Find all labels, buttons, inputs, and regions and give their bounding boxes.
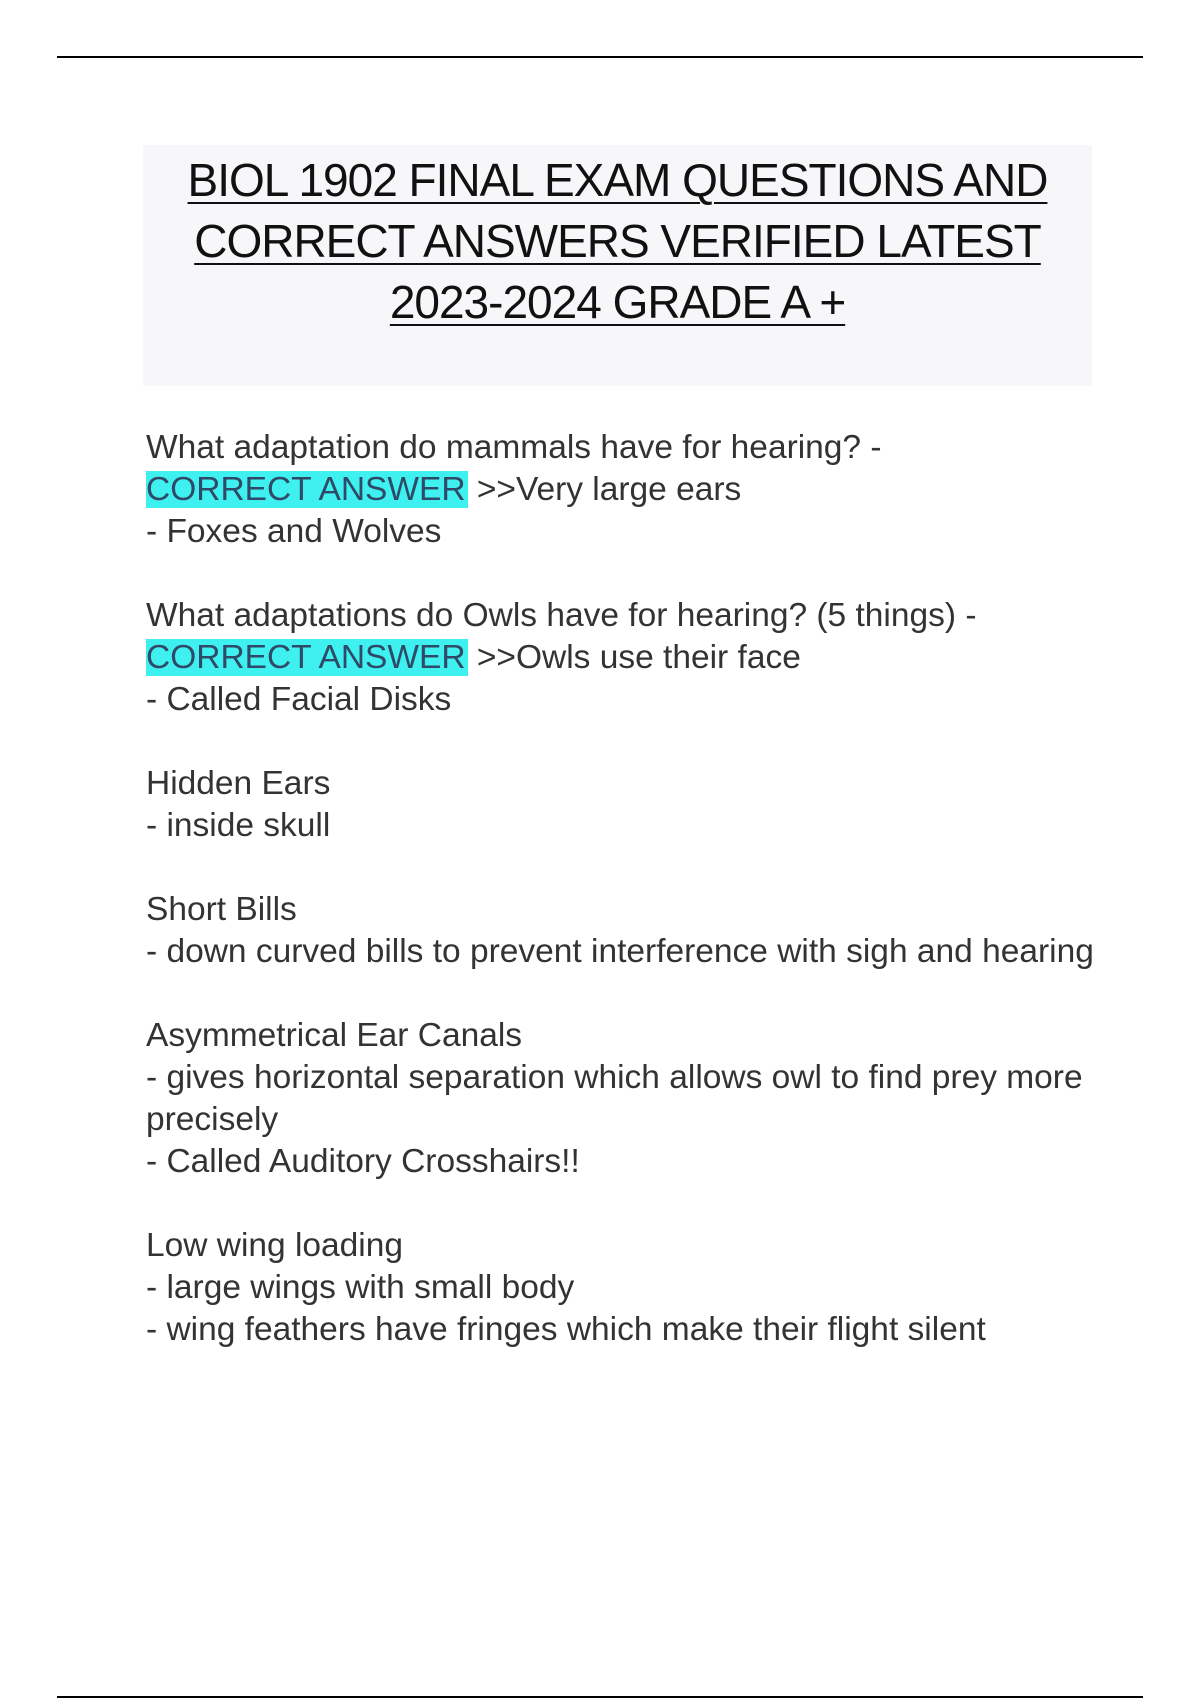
adaptation-section [146, 763, 1106, 847]
qa-item [146, 595, 1106, 721]
section-heading: Low wing loading [146, 1227, 404, 1264]
section-heading: Hidden Ears [146, 765, 331, 802]
title-line-1: BIOL 1902 FINAL EXAM QUESTIONS AND [187, 154, 1048, 206]
title-banner [143, 145, 1092, 386]
title-line-2: CORRECT ANSWERS VERIFIED LATEST [194, 215, 1041, 267]
section-line: - gives horizontal separation which allows owl to find prey more precisely [146, 1059, 1083, 1138]
top-rule [57, 56, 1143, 58]
correct-answer-highlight: CORRECT ANSWER [146, 639, 466, 676]
section-line: - large wings with small body [146, 1269, 575, 1306]
title-line-3: 2023-2024 GRADE A + [389, 276, 846, 328]
answer-text: >>Owls use their face [476, 639, 801, 676]
answer-line [146, 469, 1106, 511]
section-line: - wing feathers have fringes which make their flight silent [146, 1311, 986, 1348]
section-heading: Asymmetrical Ear Canals [146, 1017, 523, 1054]
question-text: What adaptation do mammals have for hearing? - [146, 429, 882, 466]
answer-text: >>Very large ears [476, 471, 742, 508]
section-heading: Short Bills [146, 891, 297, 928]
section-line: - down curved bills to prevent interference with sigh and hearing [146, 933, 1094, 970]
correct-answer-highlight: CORRECT ANSWER [146, 471, 466, 508]
section-line: - inside skull [146, 807, 331, 844]
answer-detail: - Foxes and Wolves [146, 513, 442, 550]
bottom-rule [57, 1696, 1143, 1698]
adaptation-section [146, 1225, 1106, 1351]
adaptation-section [146, 1015, 1106, 1183]
qa-item [146, 427, 1106, 553]
answer-line [146, 637, 1106, 679]
adaptation-section [146, 889, 1106, 973]
answer-detail: - Called Facial Disks [146, 681, 452, 718]
document-body [146, 427, 1106, 1393]
question-text: What adaptations do Owls have for hearing? (5 things) - [146, 597, 977, 634]
section-line: - Called Auditory Crosshairs!! [146, 1143, 580, 1180]
document-title [143, 145, 1092, 333]
